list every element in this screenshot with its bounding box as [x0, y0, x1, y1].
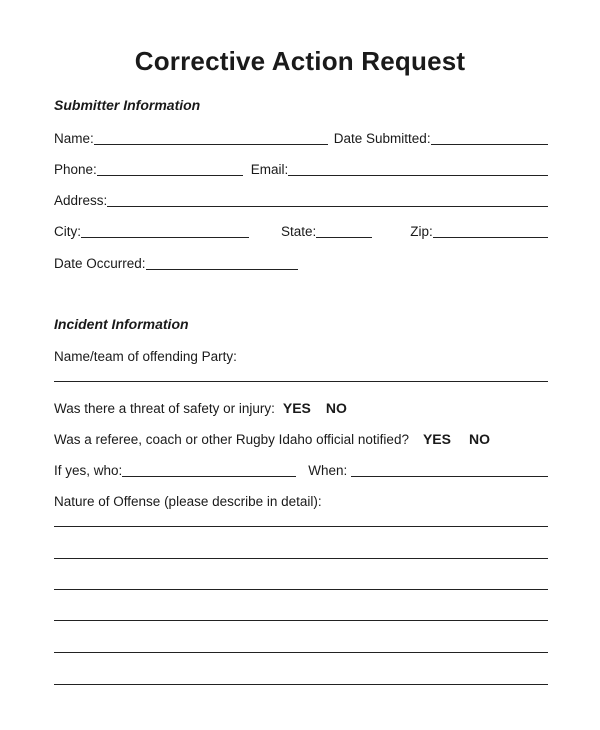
- nature-row: [54, 491, 548, 509]
- zip-label: Zip:: [410, 224, 433, 239]
- address-field[interactable]: [107, 193, 548, 207]
- form-title: Corrective Action Request: [134, 46, 466, 76]
- nature-line[interactable]: [54, 684, 548, 685]
- if-yes-row: [54, 460, 548, 478]
- email-label: Email:: [250, 162, 289, 177]
- official-who-field[interactable]: [122, 463, 296, 477]
- nature-label: Nature of Offense (please describe in detail):: [54, 494, 322, 509]
- phone-label: Phone:: [54, 162, 97, 177]
- name-label: Name:: [54, 131, 94, 146]
- official-when-field[interactable]: [351, 463, 548, 477]
- official-yes-option[interactable]: YES: [422, 431, 451, 447]
- nature-line[interactable]: [54, 589, 548, 590]
- when-label: When:: [308, 463, 348, 478]
- nature-line[interactable]: [54, 620, 548, 621]
- offending-party-field[interactable]: [54, 381, 548, 382]
- threat-no-option[interactable]: NO: [325, 400, 347, 416]
- official-row: [54, 429, 548, 447]
- official-no-option[interactable]: NO: [468, 431, 490, 447]
- nature-line[interactable]: [54, 526, 548, 527]
- state-field[interactable]: [316, 224, 372, 238]
- nature-line[interactable]: [54, 558, 548, 559]
- threat-yes-option[interactable]: YES: [282, 400, 311, 416]
- threat-question: Was there a threat of safety or injury:: [54, 401, 275, 416]
- nature-line[interactable]: [54, 652, 548, 653]
- offending-party-row: [54, 346, 548, 364]
- threat-row: [54, 398, 548, 416]
- city-label: City:: [54, 224, 81, 239]
- email-field[interactable]: [288, 162, 548, 176]
- if-yes-label: If yes, who:: [54, 463, 123, 478]
- submitter-section-heading: Submitter Information: [54, 97, 201, 113]
- date-occurred-field[interactable]: [146, 256, 298, 270]
- date-submitted-label: Date Submitted:: [333, 131, 431, 146]
- incident-section-heading: Incident Information: [54, 316, 189, 332]
- date-occurred-label: Date Occurred:: [54, 256, 146, 271]
- name-row: [54, 128, 548, 146]
- phone-email-row: [54, 159, 548, 177]
- zip-field[interactable]: [433, 224, 548, 238]
- address-label: Address:: [54, 193, 108, 208]
- date-occurred-row: [54, 253, 548, 271]
- state-label: State:: [281, 224, 317, 239]
- official-question: Was a referee, coach or other Rugby Idaho official notified?: [54, 432, 409, 447]
- address-row: [54, 190, 548, 208]
- city-state-zip-row: [54, 221, 548, 239]
- date-submitted-field[interactable]: [431, 131, 548, 145]
- city-field[interactable]: [81, 224, 249, 238]
- name-field[interactable]: [94, 131, 328, 145]
- phone-field[interactable]: [97, 162, 243, 176]
- offending-party-label: Name/team of offending Party:: [54, 349, 237, 364]
